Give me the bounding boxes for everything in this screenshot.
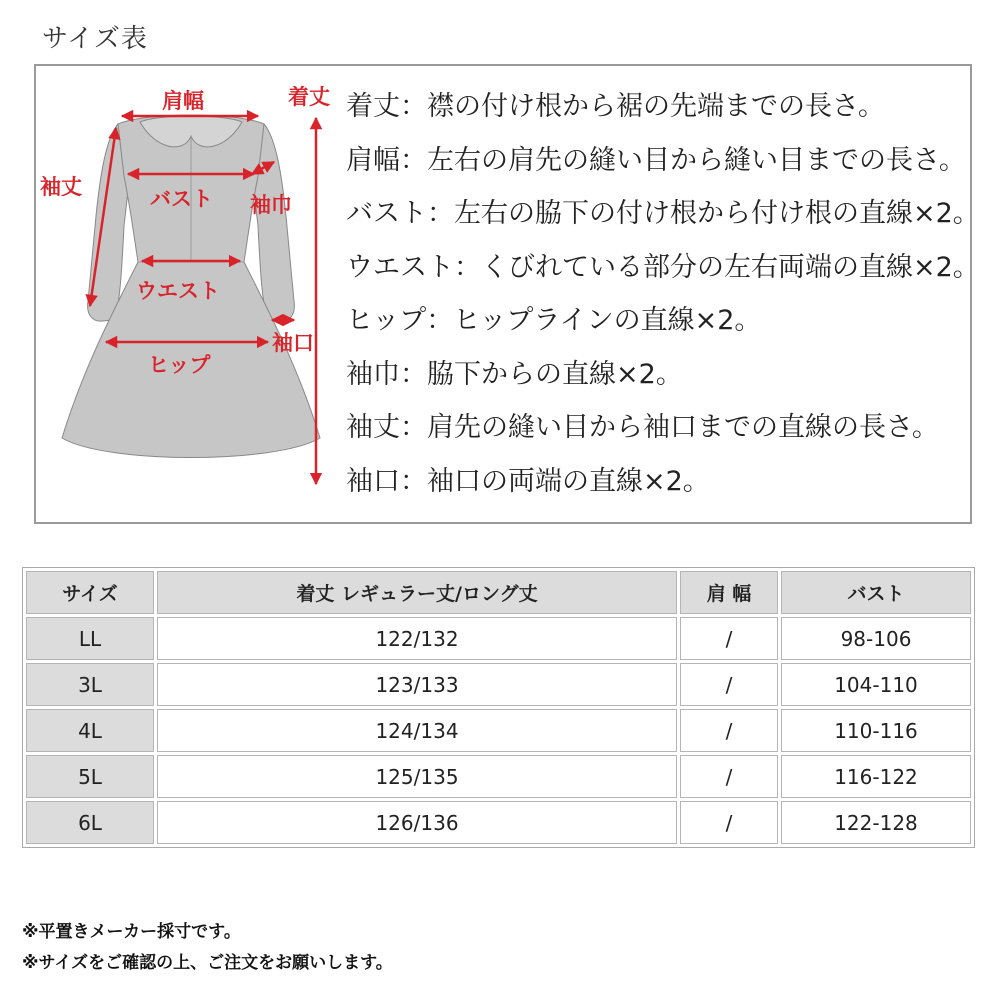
cell-bust: 122-128 <box>781 801 971 844</box>
table-row <box>26 617 971 660</box>
header-shoulder: 肩 幅 <box>680 571 778 614</box>
header-size: サイズ <box>26 571 154 614</box>
dress-diagram <box>36 66 376 522</box>
notes <box>22 917 393 979</box>
definition-item: ウエスト：くびれている部分の左右両端の直線×2。 <box>346 251 980 283</box>
table-row <box>26 801 971 844</box>
cell-bust: 98-106 <box>781 617 971 660</box>
header-length: 着丈 レギュラー丈/ロング丈 <box>157 571 677 614</box>
cell-length: 123/133 <box>157 663 677 706</box>
cell-shoulder: / <box>680 617 778 660</box>
note-item: ※サイズをご確認の上、ご注文をお願いします。 <box>22 953 393 973</box>
table-row <box>26 709 971 752</box>
cell-shoulder: / <box>680 663 778 706</box>
label-bust: バスト <box>150 186 213 211</box>
label-shoulder: 肩幅 <box>162 88 204 113</box>
label-waist: ウエスト <box>136 278 220 303</box>
label-cuff: 袖口 <box>272 330 314 355</box>
cell-bust: 104-110 <box>781 663 971 706</box>
table-header-row <box>26 571 971 614</box>
definition-item: 袖丈：肩先の縫い目から袖口までの直線の長さ。 <box>346 412 939 443</box>
cell-length: 126/136 <box>157 801 677 844</box>
definition-item: 袖口：袖口の両端の直線×2。 <box>346 465 710 497</box>
table-row <box>26 663 971 706</box>
cell-length: 124/134 <box>157 709 677 752</box>
label-sleeve-width: 袖巾 <box>250 192 292 217</box>
table-row <box>26 755 971 798</box>
definition-item: 着丈：襟の付け根から裾の先端までの長さ。 <box>346 91 885 122</box>
cell-length: 122/132 <box>157 617 677 660</box>
label-hip: ヒップ <box>148 352 211 377</box>
cell-shoulder: / <box>680 755 778 798</box>
cell-shoulder: / <box>680 709 778 752</box>
definition-list <box>346 80 980 508</box>
cell-shoulder: / <box>680 801 778 844</box>
cell-bust: 116-122 <box>781 755 971 798</box>
measurement-guide <box>34 64 980 524</box>
note-item: ※平置きメーカー採寸です。 <box>22 922 241 942</box>
cell-bust: 110-116 <box>781 709 971 752</box>
label-length: 着丈 <box>288 84 330 109</box>
cell-size: 3L <box>26 663 154 706</box>
definition-item: 肩幅：左右の肩先の縫い目から縫い目までの長さ。 <box>346 144 966 176</box>
cell-length: 125/135 <box>157 755 677 798</box>
label-sleeve-length: 袖丈 <box>40 174 82 199</box>
definition-item: ヒップ：ヒップラインの直線×2。 <box>346 305 762 336</box>
cell-size: 6L <box>26 801 154 844</box>
page-title: サイズ表 <box>42 24 148 54</box>
cell-size: 5L <box>26 755 154 798</box>
header-bust: バスト <box>781 571 971 614</box>
cell-size: 4L <box>26 709 154 752</box>
cell-size: LL <box>26 617 154 660</box>
definition-item: バスト：左右の脇下の付け根から付け根の直線×2。 <box>346 198 980 229</box>
definition-item: 袖巾：脇下からの直線×2。 <box>346 358 683 390</box>
size-table <box>22 567 975 848</box>
